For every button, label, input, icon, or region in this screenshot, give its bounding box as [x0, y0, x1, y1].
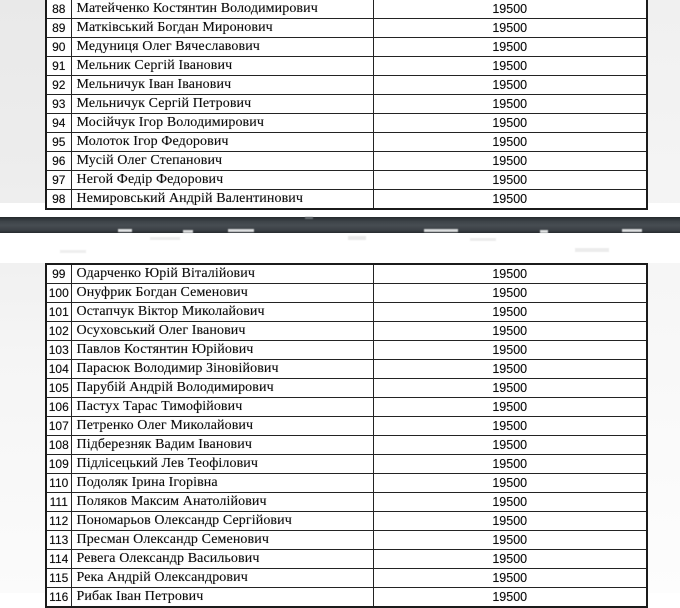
table-row — [46, 474, 647, 493]
scan-left-margin — [0, 0, 45, 593]
row-number-cell: 106 — [46, 398, 71, 417]
amount-cell: 19500 — [373, 455, 647, 474]
person-name-cell: Онуфрик Богдан Семенович — [71, 284, 373, 303]
scan-artifact — [575, 248, 609, 252]
person-name-cell: Петренко Олег Миколайович — [71, 417, 373, 436]
scan-right-margin — [645, 0, 680, 593]
amount-cell: 19500 — [373, 0, 647, 19]
person-name-cell: Парасюк Володимир Зіновійович — [71, 360, 373, 379]
row-number-cell: 89 — [46, 19, 71, 38]
amount-cell: 19500 — [373, 114, 647, 133]
table-row — [46, 512, 647, 531]
scan-artifact — [622, 229, 642, 232]
amount-cell: 19500 — [373, 512, 647, 531]
amount-cell: 19500 — [373, 474, 647, 493]
row-number-cell: 111 — [46, 493, 71, 512]
table-row — [46, 95, 647, 114]
amount-cell: 19500 — [373, 57, 647, 76]
amount-cell: 19500 — [373, 550, 647, 569]
person-name-cell: Медуниця Олег Вячеславович — [71, 38, 373, 57]
person-name-cell: Мельник Сергій Іванович — [71, 57, 373, 76]
amount-cell: 19500 — [373, 417, 647, 436]
amount-cell: 19500 — [373, 398, 647, 417]
table-row — [46, 588, 647, 608]
row-number-cell: 94 — [46, 114, 71, 133]
person-name-cell: Мельничук Іван Іванович — [71, 76, 373, 95]
amount-cell: 19500 — [373, 303, 647, 322]
row-number-cell: 103 — [46, 341, 71, 360]
row-number-cell: 100 — [46, 284, 71, 303]
person-name-cell: Павлов Костянтин Юрійович — [71, 341, 373, 360]
person-name-cell: Подоляк Ірина Ігорівна — [71, 474, 373, 493]
person-name-cell: Осуховський Олег Іванович — [71, 322, 373, 341]
table-row — [46, 417, 647, 436]
row-number-cell: 109 — [46, 455, 71, 474]
amount-cell: 19500 — [373, 38, 647, 57]
amount-cell: 19500 — [373, 152, 647, 171]
table-row — [46, 264, 647, 284]
row-number-cell: 88 — [46, 0, 71, 19]
roster-table-page1-body — [46, 0, 647, 209]
person-name-cell: Матківський Богдан Миронович — [71, 19, 373, 38]
table-row — [46, 303, 647, 322]
person-name-cell: Остапчук Віктор Миколайович — [71, 303, 373, 322]
person-name-cell: Поляков Максим Анатолійович — [71, 493, 373, 512]
roster-table-page2-body — [46, 264, 647, 607]
row-number-cell: 96 — [46, 152, 71, 171]
table-row — [46, 493, 647, 512]
amount-cell: 19500 — [373, 379, 647, 398]
person-name-cell: Підберезняк Вадим Іванович — [71, 436, 373, 455]
amount-cell: 19500 — [373, 322, 647, 341]
amount-cell: 19500 — [373, 341, 647, 360]
person-name-cell: Река Андрій Олександрович — [71, 569, 373, 588]
table-row — [46, 550, 647, 569]
row-number-cell: 95 — [46, 133, 71, 152]
amount-cell: 19500 — [373, 588, 647, 608]
scan-artifact — [305, 217, 313, 219]
table-row — [46, 284, 647, 303]
person-name-cell: Немировський Андрій Валентинович — [71, 190, 373, 210]
row-number-cell: 98 — [46, 190, 71, 210]
amount-cell: 19500 — [373, 76, 647, 95]
person-name-cell: Мусій Олег Степанович — [71, 152, 373, 171]
row-number-cell: 93 — [46, 95, 71, 114]
person-name-cell: Мельничук Сергій Петрович — [71, 95, 373, 114]
table-row — [46, 190, 647, 210]
amount-cell: 19500 — [373, 264, 647, 284]
table-row — [46, 398, 647, 417]
table-row — [46, 360, 647, 379]
row-number-cell: 114 — [46, 550, 71, 569]
scan-artifact — [150, 237, 180, 240]
table-row — [46, 133, 647, 152]
row-number-cell: 113 — [46, 531, 71, 550]
amount-cell: 19500 — [373, 19, 647, 38]
table-row — [46, 455, 647, 474]
row-number-cell: 110 — [46, 474, 71, 493]
row-number-cell: 102 — [46, 322, 71, 341]
row-number-cell: 90 — [46, 38, 71, 57]
person-name-cell: Одарченко Юрій Віталійович — [71, 264, 373, 284]
amount-cell: 19500 — [373, 171, 647, 190]
row-number-cell: 105 — [46, 379, 71, 398]
person-name-cell: Рибак Іван Петрович — [71, 588, 373, 608]
roster-table-page1 — [45, 0, 648, 210]
amount-cell: 19500 — [373, 436, 647, 455]
amount-cell: 19500 — [373, 360, 647, 379]
table-row — [46, 152, 647, 171]
amount-cell: 19500 — [373, 95, 647, 114]
amount-cell: 19500 — [373, 569, 647, 588]
row-number-cell: 99 — [46, 264, 71, 284]
person-name-cell: Підлісецький Лев Теофілович — [71, 455, 373, 474]
person-name-cell: Пресман Олександр Семенович — [71, 531, 373, 550]
table-row — [46, 76, 647, 95]
roster-table-page2 — [45, 263, 648, 608]
table-row — [46, 171, 647, 190]
table-row — [46, 19, 647, 38]
row-number-cell: 108 — [46, 436, 71, 455]
table-row — [46, 569, 647, 588]
person-name-cell: Мосійчук Ігор Володимирович — [71, 114, 373, 133]
scan-artifact — [60, 250, 86, 253]
person-name-cell: Ревега Олександр Васильович — [71, 550, 373, 569]
table-row — [46, 114, 647, 133]
row-number-cell: 112 — [46, 512, 71, 531]
row-number-cell: 116 — [46, 588, 71, 608]
row-number-cell: 107 — [46, 417, 71, 436]
amount-cell: 19500 — [373, 190, 647, 210]
amount-cell: 19500 — [373, 493, 647, 512]
row-number-cell: 104 — [46, 360, 71, 379]
row-number-cell: 92 — [46, 76, 71, 95]
scan-artifact — [348, 236, 366, 240]
amount-cell: 19500 — [373, 284, 647, 303]
scan-artifact — [183, 230, 193, 233]
table-row — [46, 531, 647, 550]
row-number-cell: 97 — [46, 171, 71, 190]
table-row — [46, 38, 647, 57]
row-number-cell: 91 — [46, 57, 71, 76]
scan-artifact — [118, 229, 132, 232]
person-name-cell: Негой Федір Федорович — [71, 171, 373, 190]
table-row — [46, 341, 647, 360]
table-row — [46, 436, 647, 455]
amount-cell: 19500 — [373, 133, 647, 152]
amount-cell: 19500 — [373, 531, 647, 550]
person-name-cell: Пастух Тарас Тимофійович — [71, 398, 373, 417]
person-name-cell: Матейченко Костянтин Володимирович — [71, 0, 373, 19]
page-gap — [0, 203, 680, 263]
table-row — [46, 0, 647, 19]
table-row — [46, 322, 647, 341]
person-name-cell: Парубій Андрій Володимирович — [71, 379, 373, 398]
scan-artifact — [540, 230, 548, 233]
row-number-cell: 101 — [46, 303, 71, 322]
table-row — [46, 379, 647, 398]
scan-artifact — [470, 238, 496, 241]
table-row — [46, 57, 647, 76]
scan-artifact — [228, 229, 254, 232]
row-number-cell: 115 — [46, 569, 71, 588]
person-name-cell: Молоток Ігор Федорович — [71, 133, 373, 152]
person-name-cell: Пономарьов Олександр Сергійович — [71, 512, 373, 531]
page-break-band — [0, 217, 680, 233]
scan-artifact — [424, 229, 458, 232]
